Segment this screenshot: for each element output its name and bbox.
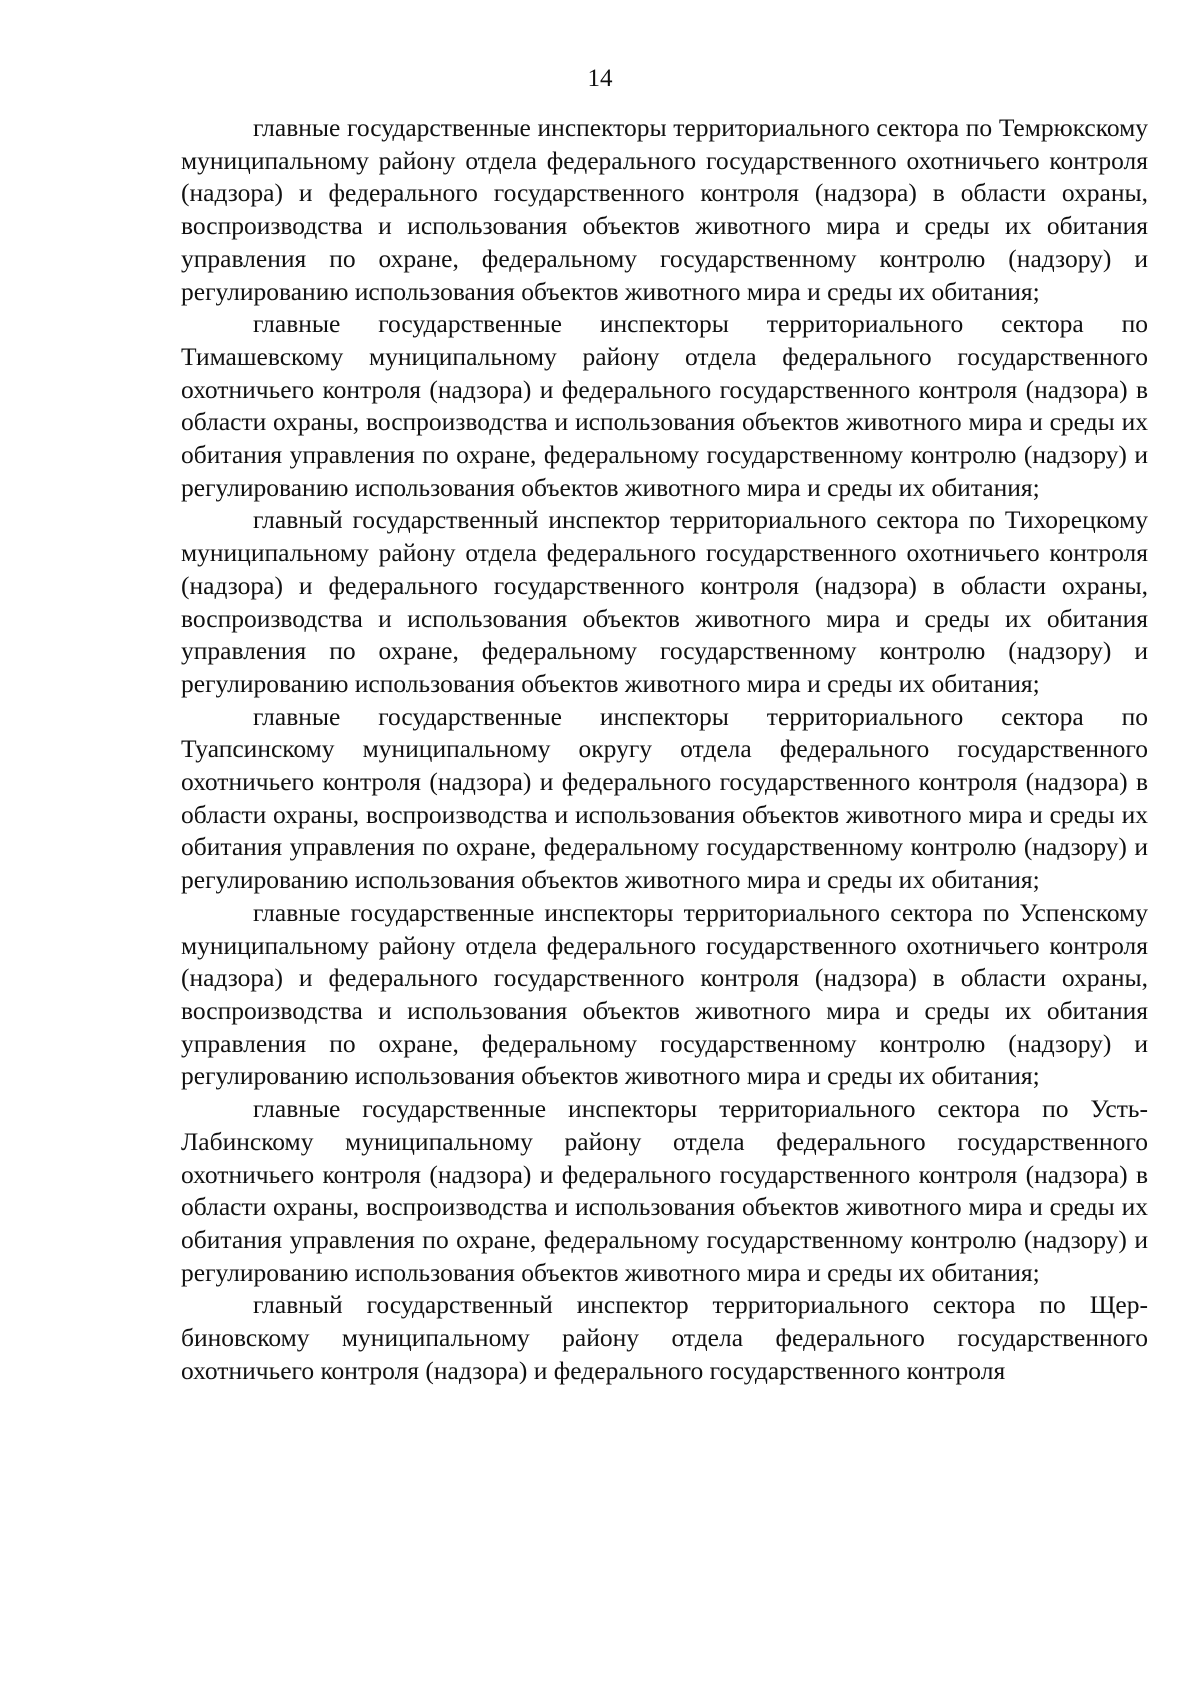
paragraph-uspenskoe: главные государственные инспекторы территориального сектора по Успенскому муниципальному району отдела федерального государственного охотничьего контроля (надзора) и федерального государственного контроля (надзора) в области охраны, воспроизводства и использования объектов животного мира и среды их обитания управления по охране, федеральному государственному контролю (надзору) и регулированию использования объектов животного мира и среды их обитания; [181, 897, 1148, 1091]
paragraph-temryuk: главные государственные инспекторы территориального сектора по Темрюкскому муниципальному району отдела федерального государственного охотничьего контроля (надзора) и федерального государственного контроля (надзора) в области охраны, воспроизводства и использования объектов животного мира и среды их обитания управления по охране, федеральному государственному контролю (надзору) и регулированию использования объектов животного мира и среды их обитания; [181, 113, 1148, 306]
paragraph-ust-labinsk: главные государственные инспекторы территориального сектора по Усть-Лабинскому муниципальному району отдела федерального государственного охотничьего контроля (надзора) и федерального государственного контроля (надзора) в области охраны, воспроизводства и использования объектов животного мира и среды их обитания управления по охране, федеральному государственному контролю (надзору) и регулированию использования объектов животного мира и среды их обитания; [181, 1094, 1148, 1287]
document-body [181, 112, 1148, 1387]
paragraph-tuapse: главные государственные инспекторы территориального сектора по Туапсинскому муниципальному округу отдела федерального государственного охотничьего контроля (надзора) и федерального государственного контроля (надзора) в области охраны, воспроизводства и использования объектов животного мира и среды их обитания управления по охране, федеральному государственному контролю (надзору) и регулированию использования объектов животного мира и среды их обитания; [181, 701, 1148, 895]
paragraph-tikhoretsk: главный государственный инспектор территориального сектора по Тихорецкому муниципальному району отдела федерального государственного охотничьего контроля (надзора) и федерального государственного контроля (надзора) в области охраны, воспроизводства и использования объектов животного мира и среды их обитания управления по охране, федеральному государственному контролю (надзору) и регулированию использования объектов животного мира и среды их обитания; [181, 505, 1148, 698]
paragraph-timashevsk: главные государственные инспекторы территориального сектора по Тимашевскому муниципальному району отдела федерального государственного охотничьего контроля (надзора) и федерального государственного контроля (надзора) в области охраны, воспроизводства и использования объектов животного мира и среды их обитания управления по охране, федеральному государственному контролю (надзору) и регулированию использования объектов животного мира и среды их обитания; [181, 309, 1148, 502]
paragraph-shcherbinovsk: главный государственный инспектор территориального сектора по Щербиновскому муниципальному району отдела федерального государственного охотничьего контроля (надзора) и федерального государственного контроля [181, 1290, 1148, 1385]
page-number: 14 [587, 65, 613, 92]
